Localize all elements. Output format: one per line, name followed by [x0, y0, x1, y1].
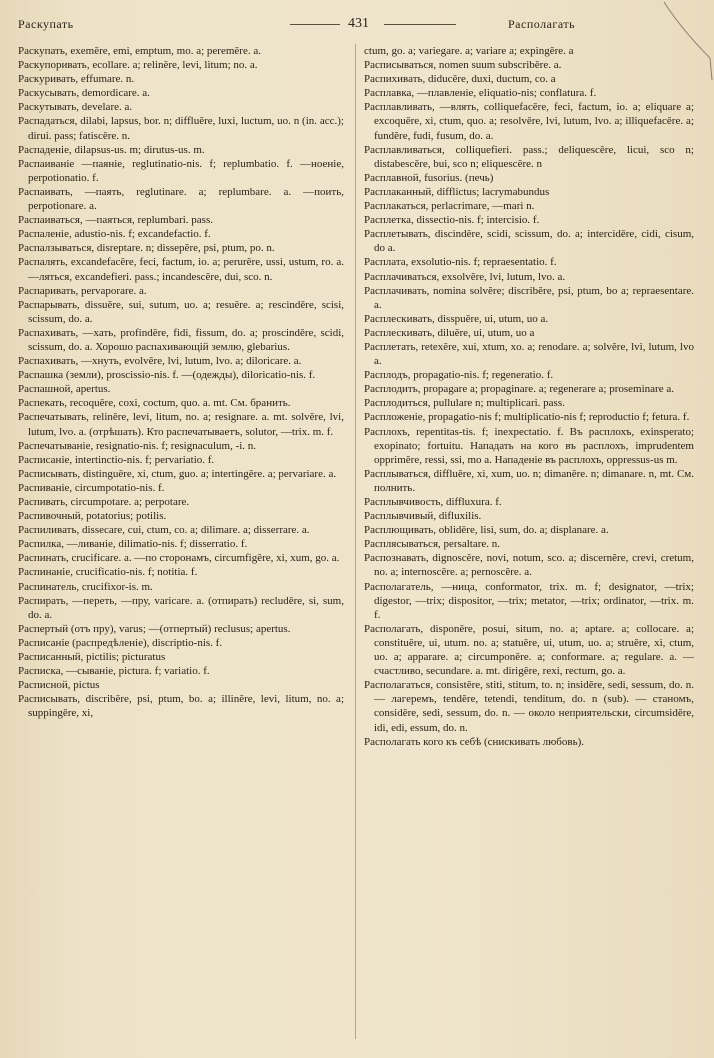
dictionary-entry: Распашка (земли), proscissio-nis. f. —(одежды), diloricatio-nis. f. — [18, 369, 316, 382]
dictionary-entry: Расплаканный, difflictus; lacrymabundus — [364, 185, 550, 198]
dictionary-entry: Распечатывать, relinĕre, levi, litum, no. a; resignare. a. mt. solvĕre, lvi, lutum, lvo. a. (отрѣшать). Кто распечатываетъ, solutor, —trix. m. f. — [18, 411, 344, 438]
dictionary-entry: Расплющивать, oblidĕre, lisi, sum, do. a; displanare. a. — [364, 524, 609, 537]
dictionary-entry: Расплата, exsolutio-nis. f; repraesentatio. f. — [364, 256, 557, 269]
running-head-right: Располагать — [508, 17, 576, 31]
dictionary-entry: ctum, go. a; variegare. a; variare a; expingĕre. a — [364, 45, 574, 57]
dictionary-entry: Расплетать, retexĕre, xui, xtum, xo. a; renodare. a; solvĕre, lvi, lutum, lvo a. — [364, 340, 694, 368]
dictionary-entry: Расплакаться, perlacrimare, —mari n. — [364, 200, 535, 213]
dictionary-entry: Расплохъ, repentitas-tis. f; inexpectatio. f. Въ расплохъ, exinsperato; exopinato; fortuitu. Нападать на кого въ расплохъ, imprudentem opprimĕre, ressi, ssi, mo a. Нападеніе въ расплохъ, oppressus-us m. — [364, 425, 694, 466]
dictionary-entry: Распертый (отъ пру), varus; —(отпертый) reclusus; apertus. — [18, 622, 291, 635]
dictionary-entry: Расплескивать, disspuĕre, ui, utum, uo a. — [364, 312, 549, 325]
header-rule-right — [384, 24, 456, 25]
column-divider — [355, 44, 356, 1039]
dictionary-entry: Расписаніе, intertinctio-nis. f; pervariatio. f. — [18, 453, 215, 466]
dictionary-entry: Расплодить, propagare a; propaginare. a; regenerare a; proseminare a. — [364, 383, 674, 396]
dictionary-entry: Раскупать, exemĕre, emi, emptum, mo. a; peremĕre. a. — [18, 45, 261, 57]
dictionary-entry: Расплывчивость, diffluxura. f. — [364, 496, 502, 508]
running-head-left: Раскупать — [18, 17, 74, 31]
dictionary-entry: Распекать, recoquĕre, coxi, coctum, quo. a. mt. См. бранить. — [18, 397, 291, 410]
dictionary-entry: Расплодиться, pullulare n; multiplicari. pass. — [364, 397, 565, 410]
dictionary-entry: Расплескивать, diluĕre, ui, utum, uo a — [364, 326, 535, 339]
dictionary-entry: Распарывать, dissuĕre, sui, sutum, uo. a; resuĕre. a; rescindĕre, scisi, scissum, do. a. — [18, 298, 344, 325]
dictionary-entry: Распинать, crucificare. a. —по сторонамъ, circumfigĕre, xi, xum, go. a. — [18, 552, 340, 565]
dictionary-entry: Расписывать, distinguĕre, xi, ctum, guo. a; intertingĕre. a; pervariare. a. — [18, 467, 337, 480]
dictionary-entry: Распаривать, pervaporare. a. — [18, 284, 147, 297]
right-column — [364, 44, 694, 749]
dictionary-entry: Расплачиваться, exsolvĕre, lvi, lutum, lvo. a. — [364, 270, 566, 283]
dictionary-entry: Распивочный, potatorius; potilis. — [18, 510, 167, 523]
dictionary-entry: Расплодъ, propagatio-nis. f; regeneratio. f. — [364, 369, 554, 382]
dictionary-entry: Распинаніе, crucificatio-nis. f; notitia. f. — [18, 566, 198, 579]
dictionary-entry: Раскупоривать, ecollare. a; relinĕre, levi, litum; no. a. — [18, 59, 258, 72]
dictionary-entry: Расписка, —сываніе, pictura. f; variatio. f. — [18, 665, 210, 678]
dictionary-entry: Располагать кого къ себѣ (снискивать любовь). — [364, 735, 585, 748]
dictionary-entry: Расплачивать, nomina solvĕre; discribĕre, psi, ptum, bo a; repraesentare. a. — [364, 284, 694, 311]
page-header — [18, 14, 696, 36]
dictionary-entry: Раскутывать, develare. a. — [18, 101, 133, 114]
dictionary-entry: Распирать, —переть, —пру, varicare. a. (отпирать) recludĕre, si, sum, do. a. — [18, 594, 344, 621]
dictionary-entry: Расплавливать, —влять, colliquefacĕre, feci, factum, io. a; eliquare a; excoquĕre, xi, ctum, quo. a; resolvĕre, lvi, lutum, lvo. a; illiquefacĕre. a; fundĕre, fudi, fusum, do. a. — [364, 101, 694, 142]
dictionary-entry: Расплавливаться, colliquefieri. pass.; deliquescĕre, licui, sco n; distabescĕre, bui, sco n; eliquescĕre. n — [364, 143, 694, 170]
dictionary-entry: Расписывать, discribĕre, psi, ptum, bo. a; illinĕre, levi, litum, no. a; suppingĕre, xi, — [18, 693, 344, 720]
dictionary-entry: Распечатываніе, resignatio-nis. f; resignaculum, -i. n. — [18, 439, 257, 452]
dictionary-entry: Расплывчивый, difluxilis. — [364, 510, 482, 523]
dictionary-entry: Распаиваться, —паяться, replumbari. pass. — [18, 214, 213, 227]
dictionary-entry: Раскусывать, demordicare. a. — [18, 87, 150, 100]
dictionary-entry: Расплываться, diffluĕre, xi, xum, uo. n; dimanĕre. n; dimanare. n, mt. См. полнить. — [364, 467, 694, 494]
dictionary-entry: Расписанный, pictilis; picturatus — [18, 651, 166, 664]
dictionary-entry: Раскуривать, effumare. n. — [18, 73, 135, 86]
page-number: 431 — [348, 16, 369, 31]
dictionary-entry: Распахивать, —хать, profindĕre, fidi, fissum, do. a; proscindĕre, scidi, scissum, do. a. Хорошо распахивающій землю, glebarius. — [18, 326, 344, 353]
dictionary-entry: Распаиваніе —паяніе, reglutinatio-nis. f; replumbatio. f. —ноеніе, perpotionatio. f. — [18, 157, 344, 184]
dictionary-entry: Распаленіе, adustio-nis. f; excandefactio. f. — [18, 228, 211, 241]
dictionary-entry: Распиливать, dissecare, cui, ctum, co. a; dilimare. a; disserrare. a. — [18, 524, 310, 537]
dictionary-entry: Распознавать, dignoscĕre, novi, notum, sco. a; discernĕre, crevi, cretum, no. a; internoscĕre. a; pernoscĕre. a. — [364, 552, 694, 579]
dictionary-entry: Расплавка, —плавленіе, eliquatio-nis; conflatura. f. — [364, 87, 597, 100]
dictionary-entry: Распилка, —ливаніе, dilimatio-nis. f; disserratio. f. — [18, 538, 248, 551]
dictionary-entry: Распашной, apertus. — [18, 383, 111, 396]
dictionary-entry: Располагать, disponĕre, posui, situm, no. a; aptare. a; collocare. a; constituĕre, ui, utum. no. a; statuĕre, ui, utum, uo. a; struĕre, xi, ctum, uo. a; apparare. a; circumponĕre. a; conformare. a; regulare. a. — счастливо, secundare. a. mt. dirigĕre, rexi, rectum, go. a. — [364, 622, 694, 678]
dictionary-entry: Распахивать, —хнуть, evolvĕre, lvi, lutum, lvo. a; diloricare. a. — [18, 355, 302, 368]
dictionary-entry: Распинатель, crucifixor-is. m. — [18, 580, 153, 593]
dictionary-entry: Распиваніе, circumpotatio-nis. f. — [18, 481, 165, 494]
dictionary-entry: Расписной, pictus — [18, 679, 100, 692]
dictionary-entry: Располагаться, consistĕre, stiti, stitum, to. n; insidĕre, sedi, sessum, do. n. — лагеремъ, tendĕre, tetendi, tenditum, do. n (sub). — станомъ, considĕre, sedi, sessum, do. n. — около неприятельски, circumsidĕre, idi, edi, essum, do. n. — [364, 679, 694, 734]
dictionary-entry: Распадаться, dilabi, lapsus, bor. n; diffluĕre, luxi, luctum, uo. n (in. acc.); dirui. pass; fatiscĕre. n. — [18, 115, 344, 142]
dictionary-entry: Распаивать, —паять, reglutinare. a; replumbare. a. —поить, perpotionare. a. — [18, 185, 344, 213]
dictionary-entry: Распложеніе, propagatio-nis f; multiplicatio-nis f; reproductio f; fetura. f. — [364, 411, 690, 424]
dictionary-entry: Располагатель, —ница, conformator, trix. m. f; designator, —trix; digestor, —trix; dispositor, —trix; metator, —trix; ordinator, —trix. m. f. — [364, 580, 694, 621]
left-column — [18, 44, 344, 721]
dictionary-entry: Распихивать, diducĕre, duxi, ductum, co. a — [364, 73, 556, 86]
dictionary-entry: Расплетка, dissectio-nis. f; intercisio. f. — [364, 214, 540, 227]
dictionary-entry: Распаденіе, dilapsus-us. m; dirutus-us. m. — [18, 143, 205, 156]
dictionary-entry: Распалять, excandefacĕre, feci, factum, io. a; perurĕre, ussi, ustum, ro. a. —ляться, excandefieri. pass.; incandescĕre, dui, sco. n. — [18, 256, 344, 283]
dictionary-entry: Расплетывать, discindĕre, scidi, scissum, do. a; intercidĕre, cidi, cisum, do a. — [364, 228, 694, 255]
dictionary-entry: Распалзываться, disreptare. n; dissepĕre, psi, ptum, po. n. — [18, 242, 275, 255]
dictionary-entry: Расписаніе (распредѣленіе), discriptio-nis. f. — [18, 636, 223, 649]
header-rule-left — [290, 24, 340, 25]
dictionary-entry: Расписываться, nomen suum subscribĕre. a. — [364, 59, 562, 72]
dictionary-entry: Расплясываться, persaltare. n. — [364, 538, 501, 551]
dictionary-entry: Расплавной, fusorius. (печь) — [364, 171, 494, 184]
dictionary-entry: Распивать, circumpotare. a; perpotare. — [18, 496, 190, 508]
